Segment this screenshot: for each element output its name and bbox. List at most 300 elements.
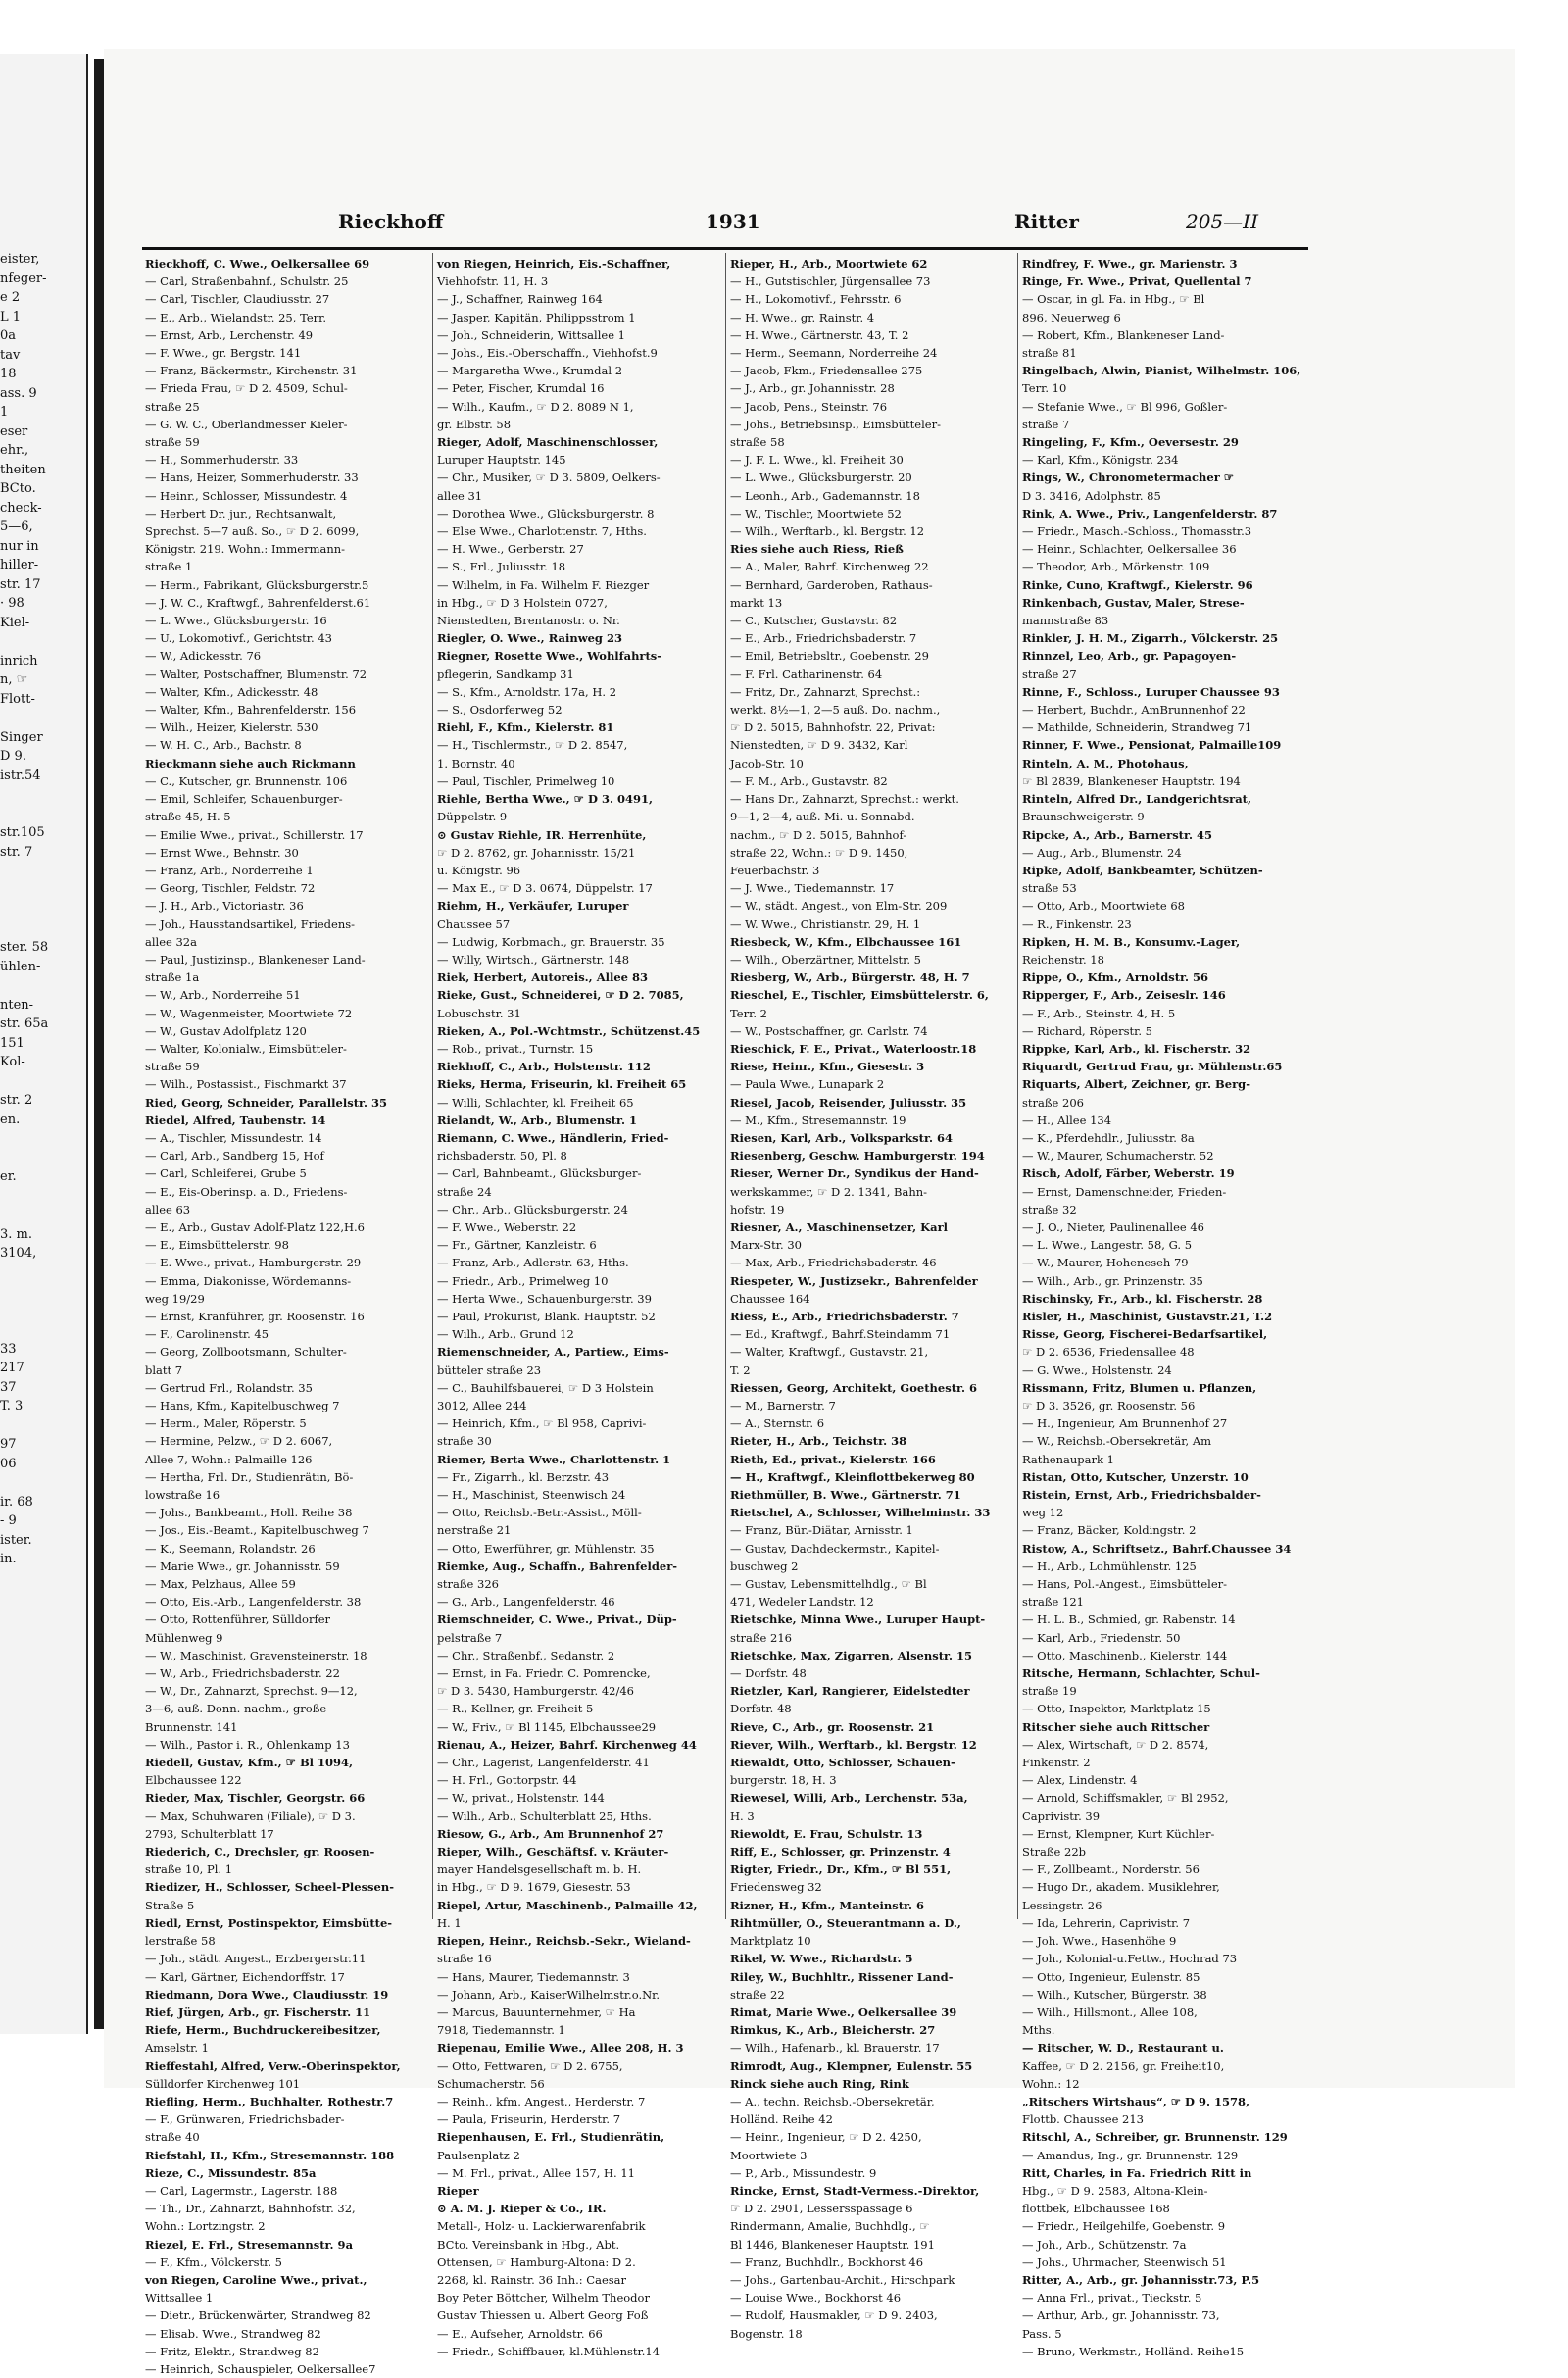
directory-entry: Dorfstr. 48 xyxy=(730,1702,792,1716)
directory-entry: — C., Bauhilfsbauerei, ☞ D 3 Holstein xyxy=(437,1380,654,1395)
directory-entry: Bl 1446, Blankeneser Hauptstr. 191 xyxy=(730,2237,935,2252)
directory-entry: — Joh., Schneiderin, Wittsallee 1 xyxy=(437,327,625,342)
directory-entry: — Peter, Fischer, Krumdal 16 xyxy=(437,381,605,396)
directory-entry: — H. Wwe., Gärtnerstr. 43, T. 2 xyxy=(730,327,909,342)
directory-entry: Mths. xyxy=(1022,2023,1055,2038)
directory-entry: von Riegen, Heinrich, Eis.-Schaffner, xyxy=(437,257,671,271)
directory-entry: straße 58 xyxy=(730,435,785,450)
directory-entry: Flottb. Chaussee 213 xyxy=(1022,2112,1144,2127)
directory-entry: — Joh. Wwe., Hasenhöhe 9 xyxy=(1022,1934,1177,1949)
directory-entry: — Emil, Schleifer, Schauenburger- xyxy=(145,792,343,807)
column-divider xyxy=(1017,253,1018,1919)
directory-entry: — Joh., Kolonial-u.Fettw., Hochrad 73 xyxy=(1022,1952,1238,1966)
directory-entry: nachm., ☞ D 2. 5015, Bahnhof- xyxy=(730,827,907,842)
directory-entry: — W., Arb., Friedrichsbaderstr. 22 xyxy=(145,1666,340,1681)
directory-entry: — Ernst, Kranführer, gr. Roosenstr. 16 xyxy=(145,1309,365,1323)
directory-entry: — Otto, Arb., Moortwiete 68 xyxy=(1022,899,1185,914)
previous-page-fragment xyxy=(0,1129,48,1149)
previous-page-fragment: er. xyxy=(0,1169,17,1184)
column-divider xyxy=(725,253,726,1919)
directory-entry: — Heinr., Ingenieur, ☞ D 2. 4250, xyxy=(730,2130,922,2145)
directory-entry: — H., Sommerhuderstr. 33 xyxy=(145,453,299,468)
directory-entry: — Ed., Kraftwgf., Bahrf.Steindamm 71 xyxy=(730,1327,951,1342)
directory-entry: Sülldorfer Kirchenweg 101 xyxy=(145,2076,301,2091)
previous-page-fragment: 3104, xyxy=(0,1246,37,1261)
directory-entry: allee 63 xyxy=(145,1202,191,1216)
previous-page-fragment: ster. 58 xyxy=(0,940,49,955)
directory-entry: Ripke, Adolf, Bankbeamter, Schützen- xyxy=(1022,863,1263,877)
previous-page-fragment: 06 xyxy=(0,1456,17,1471)
directory-entry: Bogenstr. 18 xyxy=(730,2326,803,2341)
directory-entry: — F., Kfm., Völckerstr. 5 xyxy=(145,2254,282,2269)
directory-entry: Riethmüller, B. Wwe., Gärtnerstr. 71 xyxy=(730,1488,961,1503)
directory-entry: — Karl, Gärtner, Eichendorffstr. 17 xyxy=(145,1969,345,1984)
directory-entry: nerstraße 21 xyxy=(437,1523,512,1538)
directory-entry: Rizner, H., Kfm., Manteinstr. 6 xyxy=(730,1898,925,1912)
directory-entry: — Jos., Eis.-Beamt., Kapitelbuschweg 7 xyxy=(145,1523,369,1538)
directory-entry: Riedmann, Dora Wwe., Claudiusstr. 19 xyxy=(145,1987,389,2002)
book-gutter xyxy=(94,59,104,2029)
directory-entry: H. 3 xyxy=(730,1808,755,1823)
directory-entry: Riemke, Aug., Schaffn., Bahrenfelder- xyxy=(437,1559,678,1573)
directory-entry: Riepenau, Emilie Wwe., Allee 208, H. 3 xyxy=(437,2041,684,2056)
previous-page-fragment xyxy=(0,805,48,824)
directory-entry: — W., Maurer, Hoheneseh 79 xyxy=(1022,1256,1189,1270)
directory-entry: Elbchaussee 122 xyxy=(145,1773,242,1788)
directory-entry: u. Königstr. 96 xyxy=(437,863,521,877)
previous-page-fragment: check- xyxy=(0,500,42,516)
directory-entry: — W., Wagenmeister, Moortwiete 72 xyxy=(145,1006,353,1020)
directory-entry: — W., privat., Holstenstr. 144 xyxy=(437,1791,605,1806)
directory-entry: werkskammer, ☞ D 2. 1341, Bahn- xyxy=(730,1184,928,1199)
directory-entry: Chaussee 164 xyxy=(730,1291,810,1306)
directory-entry: Straße 5 xyxy=(145,1898,195,1912)
directory-entry: Riederich, C., Drechsler, gr. Roosen- xyxy=(145,1845,375,1859)
directory-entry: — Ida, Lehrerin, Caprivistr. 7 xyxy=(1022,1915,1191,1930)
previous-page-fragment xyxy=(0,862,48,881)
directory-entry: — Alex, Lindenstr. 4 xyxy=(1022,1773,1138,1788)
directory-entry: — W., Maschinist, Gravensteinerstr. 18 xyxy=(145,1648,368,1662)
directory-entry: — Otto, Fettwaren, ☞ D 2. 6755, xyxy=(437,2058,623,2073)
previous-page-fragment: str. 7 xyxy=(0,844,33,860)
directory-entry: ☞ D 2. 6536, Friedensallee 48 xyxy=(1022,1345,1195,1360)
previous-page-fragment xyxy=(0,1072,48,1092)
directory-entry: — W., Maurer, Schumacherstr. 52 xyxy=(1022,1149,1214,1164)
directory-entry: — F., Arb., Steinstr. 4, H. 5 xyxy=(1022,1006,1176,1020)
directory-entry: Jacob-Str. 10 xyxy=(730,756,804,770)
directory-entry: Ristan, Otto, Kutscher, Unzerstr. 10 xyxy=(1022,1469,1249,1484)
directory-entry: Riessen, Georg, Architekt, Goethestr. 6 xyxy=(730,1380,978,1395)
previous-page-fragment: 217 xyxy=(0,1361,24,1375)
directory-entry: — Wilh., Arb., gr. Prinzenstr. 35 xyxy=(1022,1273,1203,1288)
page-header xyxy=(137,196,1303,245)
directory-entry: — J. H., Arb., Victoriastr. 36 xyxy=(145,899,304,914)
directory-entry: — Johs., Gartenbau-Archit., Hirschpark xyxy=(730,2272,956,2287)
directory-entry: — Wilh., Hillsmont., Allee 108, xyxy=(1022,2005,1198,2019)
directory-entry: Riegler, O. Wwe., Rainweg 23 xyxy=(437,631,622,646)
directory-entry: Rippe, O., Kfm., Arnoldstr. 56 xyxy=(1022,970,1209,985)
previous-page-fragment: Kiel- xyxy=(0,615,30,630)
directory-entry: Brunnenstr. 141 xyxy=(145,1719,238,1734)
previous-page-fragment: 97 xyxy=(0,1437,17,1452)
directory-entry: straße 30 xyxy=(437,1434,492,1449)
directory-entry: Ringelbach, Alwin, Pianist, Wilhelmstr. 106, xyxy=(1022,364,1301,378)
directory-entry: Riquardt, Gertrud Frau, gr. Mühlenstr.65 xyxy=(1022,1060,1283,1074)
directory-entry: — Carl, Bahnbeamt., Glücksburger- xyxy=(437,1166,642,1181)
directory-entry: BCto. Vereinsbank in Hbg., Abt. xyxy=(437,2237,620,2252)
previous-page-fragment: · 98 xyxy=(0,596,24,611)
directory-entry: Straße 22b xyxy=(1022,1845,1086,1859)
page-number: 205—II xyxy=(1186,210,1258,233)
directory-entry: Rieve, C., Arb., gr. Roosenstr. 21 xyxy=(730,1719,935,1734)
directory-entry: Rimkus, K., Arb., Bleicherstr. 27 xyxy=(730,2023,936,2038)
directory-entry: Caprivistr. 39 xyxy=(1022,1808,1101,1823)
directory-entry: — E., Eimsbüttelerstr. 98 xyxy=(145,1238,289,1253)
directory-entry: Riepenhausen, E. Frl., Studienrätin, xyxy=(437,2130,665,2145)
directory-entry: — W., städt. Angest., von Elm-Str. 209 xyxy=(730,899,948,914)
directory-entry: Rippke, Karl, Arb., kl. Fischerstr. 32 xyxy=(1022,1041,1251,1056)
directory-entry: Rimat, Marie Wwe., Oelkersallee 39 xyxy=(730,2005,957,2019)
directory-entry: — Heinrich, Kfm., ☞ Bl 958, Caprivi- xyxy=(437,1416,647,1431)
directory-entry: Gustav Thiessen u. Albert Georg Foß xyxy=(437,2308,649,2323)
directory-entry: straße 53 xyxy=(1022,881,1077,896)
directory-entry: — Dorothea Wwe., Glücksburgerstr. 8 xyxy=(437,506,655,520)
directory-entry: 1. Bornstr. 40 xyxy=(437,756,515,770)
previous-page-strip xyxy=(0,54,88,2034)
directory-entry: Rigter, Friedr., Dr., Kfm., ☞ Bl 551, xyxy=(730,1862,952,1877)
directory-entry: — E., Arb., Friedrichsbaderstr. 7 xyxy=(730,631,917,646)
directory-entry: Königstr. 219. Wohn.: Immermann- xyxy=(145,542,346,557)
directory-entry: straße 16 xyxy=(437,1952,492,1966)
directory-entry: — S., Frl., Juliusstr. 18 xyxy=(437,560,566,574)
previous-page-fragment: hiller- xyxy=(0,558,39,572)
directory-entry: — Amandus, Ing., gr. Brunnenstr. 129 xyxy=(1022,2148,1239,2162)
directory-entry: Rieper xyxy=(437,2183,479,2198)
directory-entry: Riever, Wilh., Werftarb., kl. Bergstr. 12 xyxy=(730,1737,977,1752)
directory-entry: Riesen, Karl, Arb., Volksparkstr. 64 xyxy=(730,1130,953,1145)
directory-entry: — Johs., Eis.-Oberschaffn., Viehhofst.9 xyxy=(437,346,658,361)
directory-entry: — Herbert Dr. jur., Rechtsanwalt, xyxy=(145,506,337,520)
directory-entry: — F., Zollbeamt., Norderstr. 56 xyxy=(1022,1862,1200,1877)
directory-entry: — Hermine, Pelzw., ☞ D 2. 6067, xyxy=(145,1434,333,1449)
directory-entry: — L. Wwe., Langestr. 58, G. 5 xyxy=(1022,1238,1193,1253)
directory-entry: — W. Wwe., Christianstr. 29, H. 1 xyxy=(730,917,921,931)
directory-entry: — W. H. C., Arb., Bachstr. 8 xyxy=(145,738,302,753)
directory-entry: blatt 7 xyxy=(145,1362,183,1377)
previous-page-fragment: 151 xyxy=(0,1035,24,1051)
directory-entry: Rinke, Cuno, Kraftwgf., Kielerstr. 96 xyxy=(1022,577,1253,592)
directory-entry: — H. Wwe., gr. Rainstr. 4 xyxy=(730,310,875,324)
directory-entry: Riesow, G., Arb., Am Brunnenhof 27 xyxy=(437,1826,664,1841)
directory-entry: Riemschneider, C. Wwe., Privat., Düp- xyxy=(437,1612,677,1627)
directory-entry: — H., Gutstischler, Jürgensallee 73 xyxy=(730,274,931,289)
directory-entry: Rink, A. Wwe., Priv., Langenfelderstr. 87 xyxy=(1022,506,1278,520)
directory-entry: Friedensweg 32 xyxy=(730,1880,822,1895)
previous-page-fragment: in. xyxy=(0,1552,17,1566)
directory-entry: — Ritscher, W. D., Restaurant u. xyxy=(1022,2041,1224,2056)
previous-page-text xyxy=(0,250,48,1569)
directory-entry: Rieschel, E., Tischler, Eimsbüttelerstr. 6, xyxy=(730,988,989,1003)
previous-page-fragment xyxy=(0,1302,48,1321)
directory-entry: — Elisab. Wwe., Strandweg 82 xyxy=(145,2326,321,2341)
directory-entry: pflegerin, Sandkamp 31 xyxy=(437,667,574,681)
directory-entry: — Willi, Schlachter, kl. Freiheit 65 xyxy=(437,1095,634,1110)
directory-entry: — Paul, Prokurist, Blank. Hauptstr. 52 xyxy=(437,1309,656,1323)
directory-entry: Schumacherstr. 56 xyxy=(437,2076,545,2091)
directory-entry: — Arnold, Schiffsmakler, ☞ Bl 2952, xyxy=(1022,1791,1229,1806)
directory-entry: Nienstedten, Brentanostr. o. Nr. xyxy=(437,614,620,628)
previous-page-fragment xyxy=(0,919,48,939)
previous-page-fragment xyxy=(0,1282,48,1302)
directory-entry: — Herm., Maler, Röperstr. 5 xyxy=(145,1416,307,1431)
directory-entry: — Otto, Reichsb.-Betr.-Assist., Möll- xyxy=(437,1506,642,1520)
directory-entry: bütteler straße 23 xyxy=(437,1362,542,1377)
previous-page-fragment: ühlen- xyxy=(0,959,41,974)
directory-entry: straße 10, Pl. 1 xyxy=(145,1862,233,1877)
directory-entry: — J. F. L. Wwe., kl. Freiheit 30 xyxy=(730,453,904,468)
directory-entry: — E., Aufseher, Arnoldstr. 66 xyxy=(437,2326,603,2341)
directory-entry: — K., Pferdehdlr., Juliusstr. 8a xyxy=(1022,1130,1195,1145)
directory-entry: Riehl, F., Kfm., Kielerstr. 81 xyxy=(437,720,614,735)
directory-entry: Rindermann, Amalie, Buchhdlg., ☞ xyxy=(730,2219,930,2234)
directory-entry: — Otto, Eis.-Arb., Langenfelderstr. 38 xyxy=(145,1595,362,1610)
header-first-name: Rieckhoff xyxy=(338,210,444,233)
directory-entry: werkt. 8½—1, 2—5 auß. Do. nachm., xyxy=(730,703,941,718)
directory-entry: Riewoldt, E. Frau, Schulstr. 13 xyxy=(730,1826,923,1841)
directory-entry: — Oscar, in gl. Fa. in Hbg., ☞ Bl xyxy=(1022,292,1205,307)
directory-entry: Rincke, Ernst, Stadt-Vermess.-Direktor, xyxy=(730,2183,980,2198)
directory-entry: ☞ D 2. 2901, Lessersspassage 6 xyxy=(730,2202,913,2216)
directory-entry: Riess, E., Arb., Friedrichsbaderstr. 7 xyxy=(730,1309,959,1323)
directory-entry: ☞ Bl 2839, Blankeneser Hauptstr. 194 xyxy=(1022,773,1241,788)
directory-entry: — H., Arb., Lohmühlenstr. 125 xyxy=(1022,1559,1197,1573)
directory-entry: Rieckmann siehe auch Rickmann xyxy=(145,756,356,770)
directory-entry: T. 2 xyxy=(730,1362,751,1377)
directory-entry: — Otto, Ewerführer, gr. Mühlenstr. 35 xyxy=(437,1541,655,1556)
directory-entry: — J. W. C., Kraftwgf., Bahrenfelderst.61 xyxy=(145,595,371,610)
previous-page-fragment: Singer xyxy=(0,729,43,745)
directory-entry: — Hans, Kfm., Kapitelbuschweg 7 xyxy=(145,1399,340,1412)
directory-entry: Holländ. Reihe 42 xyxy=(730,2112,833,2127)
directory-entry: — Wilh., Oberzärtner, Mittelstr. 5 xyxy=(730,952,921,966)
previous-page-fragment: ister. xyxy=(0,1532,32,1548)
directory-entry: straße 59 xyxy=(145,435,200,450)
directory-entry: — Max, Arb., Friedrichsbaderstr. 46 xyxy=(730,1256,937,1270)
directory-entry: — Carl, Straßenbahnf., Schulstr. 25 xyxy=(145,274,349,289)
directory-entry: — J. O., Nieter, Paulinenallee 46 xyxy=(1022,1219,1204,1234)
directory-entry: — Hans Dr., Zahnarzt, Sprechst.: werkt. xyxy=(730,792,959,807)
directory-entry: Rief, Jürgen, Arb., gr. Fischerstr. 11 xyxy=(145,2005,371,2019)
directory-entry: — Louise Wwe., Bockhorst 46 xyxy=(730,2291,902,2305)
directory-entry: — C., Kutscher, gr. Brunnenstr. 106 xyxy=(145,773,348,788)
directory-entry: Riemer, Berta Wwe., Charlottenstr. 1 xyxy=(437,1452,671,1466)
directory-entry: — Joh., Arb., Schützenstr. 7a xyxy=(1022,2237,1187,2252)
directory-entry: — Paula Wwe., Lunapark 2 xyxy=(730,1077,885,1092)
directory-entry: — W., Reichsb.-Obersekretär, Am xyxy=(1022,1434,1212,1449)
directory-entry: — Jasper, Kapitän, Philippsstrom 1 xyxy=(437,310,636,324)
directory-entry: — Reinh., kfm. Angest., Herderstr. 7 xyxy=(437,2094,646,2108)
directory-entry: Chaussee 57 xyxy=(437,917,511,931)
previous-page-fragment: n, ☞ xyxy=(0,672,28,687)
directory-entry: — W., Postschaffner, gr. Carlstr. 74 xyxy=(730,1023,928,1038)
previous-page-fragment: tav xyxy=(0,347,21,363)
directory-entry: — Herm., Seemann, Norderreihe 24 xyxy=(730,346,938,361)
directory-entry: straße 25 xyxy=(145,399,200,414)
directory-entry: — P., Arb., Missundestr. 9 xyxy=(730,2165,877,2180)
directory-entry: Riedl, Ernst, Postinspektor, Eimsbütte- xyxy=(145,1915,393,1930)
directory-entry: — E., Arb., Wielandstr. 25, Terr. xyxy=(145,310,327,324)
directory-entry: — Carl, Schleiferei, Grube 5 xyxy=(145,1166,307,1181)
directory-entry: — W., Gustav Adolfplatz 120 xyxy=(145,1023,307,1038)
directory-entry: in Hbg., ☞ D 9. 1679, Giesestr. 53 xyxy=(437,1880,631,1895)
directory-entry: — Marcus, Bauunternehmer, ☞ Ha xyxy=(437,2005,636,2019)
directory-entry: Amselstr. 1 xyxy=(145,2041,209,2056)
directory-entry: — Theodor, Arb., Mörkenstr. 109 xyxy=(1022,560,1210,574)
directory-entry: Wittsallee 1 xyxy=(145,2291,214,2305)
directory-entry: — W., Arb., Norderreihe 51 xyxy=(145,988,301,1003)
previous-page-fragment: str. 2 xyxy=(0,1093,33,1108)
directory-entry: Risch, Adolf, Färber, Weberstr. 19 xyxy=(1022,1166,1235,1181)
directory-entry: Riff, E., Schlosser, gr. Prinzenstr. 4 xyxy=(730,1845,951,1859)
directory-entry: — Leonh., Arb., Gademannstr. 18 xyxy=(730,488,920,503)
directory-entry: Rieffestahl, Alfred, Verw.-Oberinspektor, xyxy=(145,2058,401,2073)
previous-page-fragment: istr.54 xyxy=(0,768,41,783)
directory-entry: — Walter, Kolonialw., Eimsbütteler- xyxy=(145,1041,347,1056)
directory-entry: — G. Wwe., Holstenstr. 24 xyxy=(1022,1362,1172,1377)
previous-page-fragment: nfeger- xyxy=(0,271,47,286)
directory-entry: — Georg, Zollbootsmann, Schulter- xyxy=(145,1345,347,1360)
directory-entry: ☞ D 2. 5015, Bahnhofstr. 22, Privat: xyxy=(730,720,936,735)
directory-entry: 896, Neuerweg 6 xyxy=(1022,310,1121,324)
header-last-name: Ritter xyxy=(1014,210,1079,233)
directory-entry: mayer Handelsgesellschaft m. b. H. xyxy=(437,1862,642,1877)
directory-entry: — F. M., Arb., Gustavstr. 82 xyxy=(730,773,888,788)
directory-entry: — Wilh., Arb., Grund 12 xyxy=(437,1327,574,1342)
directory-entry: — Paul, Justizinsp., Blankeneser Land- xyxy=(145,952,366,966)
directory-entry: straße 40 xyxy=(145,2130,200,2145)
directory-entry: — J., Schaffner, Rainweg 164 xyxy=(437,292,603,307)
directory-entry: Rieks, Herma, Friseurin, kl. Freiheit 65 xyxy=(437,1077,687,1092)
directory-entry: weg 12 xyxy=(1022,1506,1064,1520)
previous-page-fragment: ass. 9 xyxy=(0,385,37,401)
directory-entry: straße 121 xyxy=(1022,1595,1084,1610)
directory-entry: straße 1 xyxy=(145,560,193,574)
directory-entry: Moortwiete 3 xyxy=(730,2148,808,2162)
directory-entry: — Emma, Diakonisse, Wördemanns- xyxy=(145,1273,352,1288)
directory-entry: — G. W. C., Oberlandmesser Kieler- xyxy=(145,417,348,431)
directory-entry: — Heinr., Schlosser, Missundestr. 4 xyxy=(145,488,348,503)
directory-entry: — W., Friv., ☞ Bl 1145, Elbchaussee29 xyxy=(437,1719,657,1734)
directory-entry: Ries siehe auch Riess, Rieß xyxy=(730,542,904,557)
directory-entry: allee 31 xyxy=(437,488,483,503)
directory-entry: Riepel, Artur, Maschinenb., Palmaille 42, xyxy=(437,1898,698,1912)
directory-entry: — Heinr., Schlachter, Oelkersallee 36 xyxy=(1022,542,1237,557)
previous-page-fragment: T. 3 xyxy=(0,1399,24,1413)
previous-page-fragment: eser xyxy=(0,423,28,439)
directory-entry: Kaffee, ☞ D 2. 2156, gr. Freiheit10, xyxy=(1022,2058,1225,2073)
directory-entry: 9—1, 2—4, auß. Mi. u. Sonnabd. xyxy=(730,810,915,824)
directory-entry: Ritsche, Hermann, Schlachter, Schul- xyxy=(1022,1666,1260,1681)
directory-entry: — Karl, Kfm., Königstr. 234 xyxy=(1022,453,1179,468)
previous-page-fragment: ehr., xyxy=(0,443,29,458)
directory-entry: — Franz, Buchhdlr., Bockhorst 46 xyxy=(730,2254,924,2269)
directory-entry: Finkenstr. 2 xyxy=(1022,1756,1091,1770)
directory-entry: Riegner, Rosette Wwe., Wohlfahrts- xyxy=(437,649,662,664)
directory-entry: Rathenaupark 1 xyxy=(1022,1452,1114,1466)
directory-entry: — Bernhard, Garderoben, Rathaus- xyxy=(730,577,933,592)
previous-page-fragment: nten- xyxy=(0,997,34,1013)
directory-entry: Riezel, E. Frl., Stresemannstr. 9a xyxy=(145,2237,354,2252)
directory-entry: Rieke, Gust., Schneiderei, ☞ D 2. 7085, xyxy=(437,988,684,1003)
directory-entry: — Otto, Inspektor, Marktplatz 15 xyxy=(1022,1702,1211,1716)
directory-entry: Riedel, Alfred, Taubenstr. 14 xyxy=(145,1113,326,1127)
directory-entry: — Hugo Dr., akadem. Musiklehrer, xyxy=(1022,1880,1220,1895)
directory-entry: — Johann, Arb., KaiserWilhelmstr.o.Nr. xyxy=(437,1987,661,2002)
directory-entry: straße 32 xyxy=(1022,1202,1077,1216)
directory-entry: Riesbeck, W., Kfm., Elbchaussee 161 xyxy=(730,934,962,949)
directory-entry: Rikel, W. Wwe., Richardstr. 5 xyxy=(730,1952,913,1966)
directory-entry: — E., Arb., Gustav Adolf-Platz 122,H.6 xyxy=(145,1219,365,1234)
directory-entry: — H., Maschinist, Steenwisch 24 xyxy=(437,1488,626,1503)
directory-entry: Riewesel, Willi, Arb., Lerchenstr. 53a, xyxy=(730,1791,968,1806)
directory-entry: Rihtmüller, O., Steuerantmann a. D., xyxy=(730,1915,961,1930)
previous-page-fragment: 0a xyxy=(0,328,17,343)
directory-entry: — Paula, Friseurin, Herderstr. 7 xyxy=(437,2112,621,2127)
directory-entry: — H., Ingenieur, Am Brunnenhof 27 xyxy=(1022,1416,1228,1431)
previous-page-fragment xyxy=(0,1187,48,1207)
directory-entry: straße 216 xyxy=(730,1630,792,1645)
directory-entry: Rieze, C., Missundestr. 85a xyxy=(145,2165,317,2180)
directory-entry: Riefstahl, H., Kfm., Stresemannstr. 188 xyxy=(145,2148,395,2162)
directory-entry: Luruper Hauptstr. 145 xyxy=(437,453,566,468)
previous-page-fragment xyxy=(0,1473,48,1493)
directory-entry: — Wilhelm, in Fa. Wilhelm F. Riezger xyxy=(437,577,650,592)
previous-page-fragment xyxy=(0,1149,48,1168)
previous-page-fragment: 1 xyxy=(0,405,9,420)
directory-entry: Lobuschstr. 31 xyxy=(437,1006,521,1020)
directory-entry: Ringe, Fr. Wwe., Privat, Quellental 7 xyxy=(1022,274,1252,289)
directory-entry: — Franz, Bür.-Diätar, Arnisstr. 1 xyxy=(730,1523,913,1538)
directory-entry: — Rudolf, Hausmakler, ☞ D 9. 2403, xyxy=(730,2308,938,2323)
directory-entry: ⊙ A. M. J. Rieper & Co., IR. xyxy=(437,2202,607,2216)
directory-entry: Risse, Georg, Fischerei-Bedarfsartikel, xyxy=(1022,1327,1268,1342)
directory-entry: — Alex, Wirtschaft, ☞ D 2. 8574, xyxy=(1022,1737,1209,1752)
directory-entry: Wohn.: Lortzingstr. 2 xyxy=(145,2219,266,2234)
directory-entry: Rieper, H., Arb., Moortwiete 62 xyxy=(730,257,928,271)
directory-entry: 3—6, auß. Donn. nachm., große xyxy=(145,1702,327,1716)
directory-entry: Rieckhoff, C. Wwe., Oelkersallee 69 xyxy=(145,257,370,271)
directory-entry: Riemann, C. Wwe., Händlerin, Fried- xyxy=(437,1130,669,1145)
directory-entry: — Gustav, Dachdeckermstr., Kapitel- xyxy=(730,1541,940,1556)
previous-page-fragment: str. 65a xyxy=(0,1016,49,1031)
directory-entry: Riepen, Heinr., Reichsb.-Sekr., Wieland- xyxy=(437,1934,691,1949)
directory-entry: — Wilh., Kutscher, Bürgerstr. 38 xyxy=(1022,1987,1207,2002)
directory-entry: Rinkler, J. H. M., Zigarrh., Völckerstr. 25 xyxy=(1022,631,1279,646)
directory-entry: Ottensen, ☞ Hamburg-Altona: D 2. xyxy=(437,2254,636,2269)
directory-entry: Rieder, Max, Tischler, Georgstr. 66 xyxy=(145,1791,366,1806)
directory-entry: — Bruno, Werkmstr., Holländ. Reihe15 xyxy=(1022,2344,1245,2358)
directory-entry: — Wilh., Heizer, Kielerstr. 530 xyxy=(145,720,318,735)
directory-entry: — Max, Schuhwaren (Filiale), ☞ D 3. xyxy=(145,1808,356,1823)
directory-entry: — Frieda Frau, ☞ D 2. 4509, Schul- xyxy=(145,381,348,396)
directory-entry: — W., Tischler, Moortwiete 52 xyxy=(730,506,902,520)
directory-entry: — Chr., Lagerist, Langenfelderstr. 41 xyxy=(437,1756,650,1770)
directory-entry: Riesner, A., Maschinensetzer, Karl xyxy=(730,1219,949,1234)
directory-entry: — H., Kraftwgf., Kleinflottbekerweg 80 xyxy=(730,1469,975,1484)
directory-entry: — U., Lokomotivf., Gerichtstr. 43 xyxy=(145,631,332,646)
header-year: 1931 xyxy=(706,210,760,233)
directory-entry: — Ernst, Arb., Lerchenstr. 49 xyxy=(145,327,314,342)
